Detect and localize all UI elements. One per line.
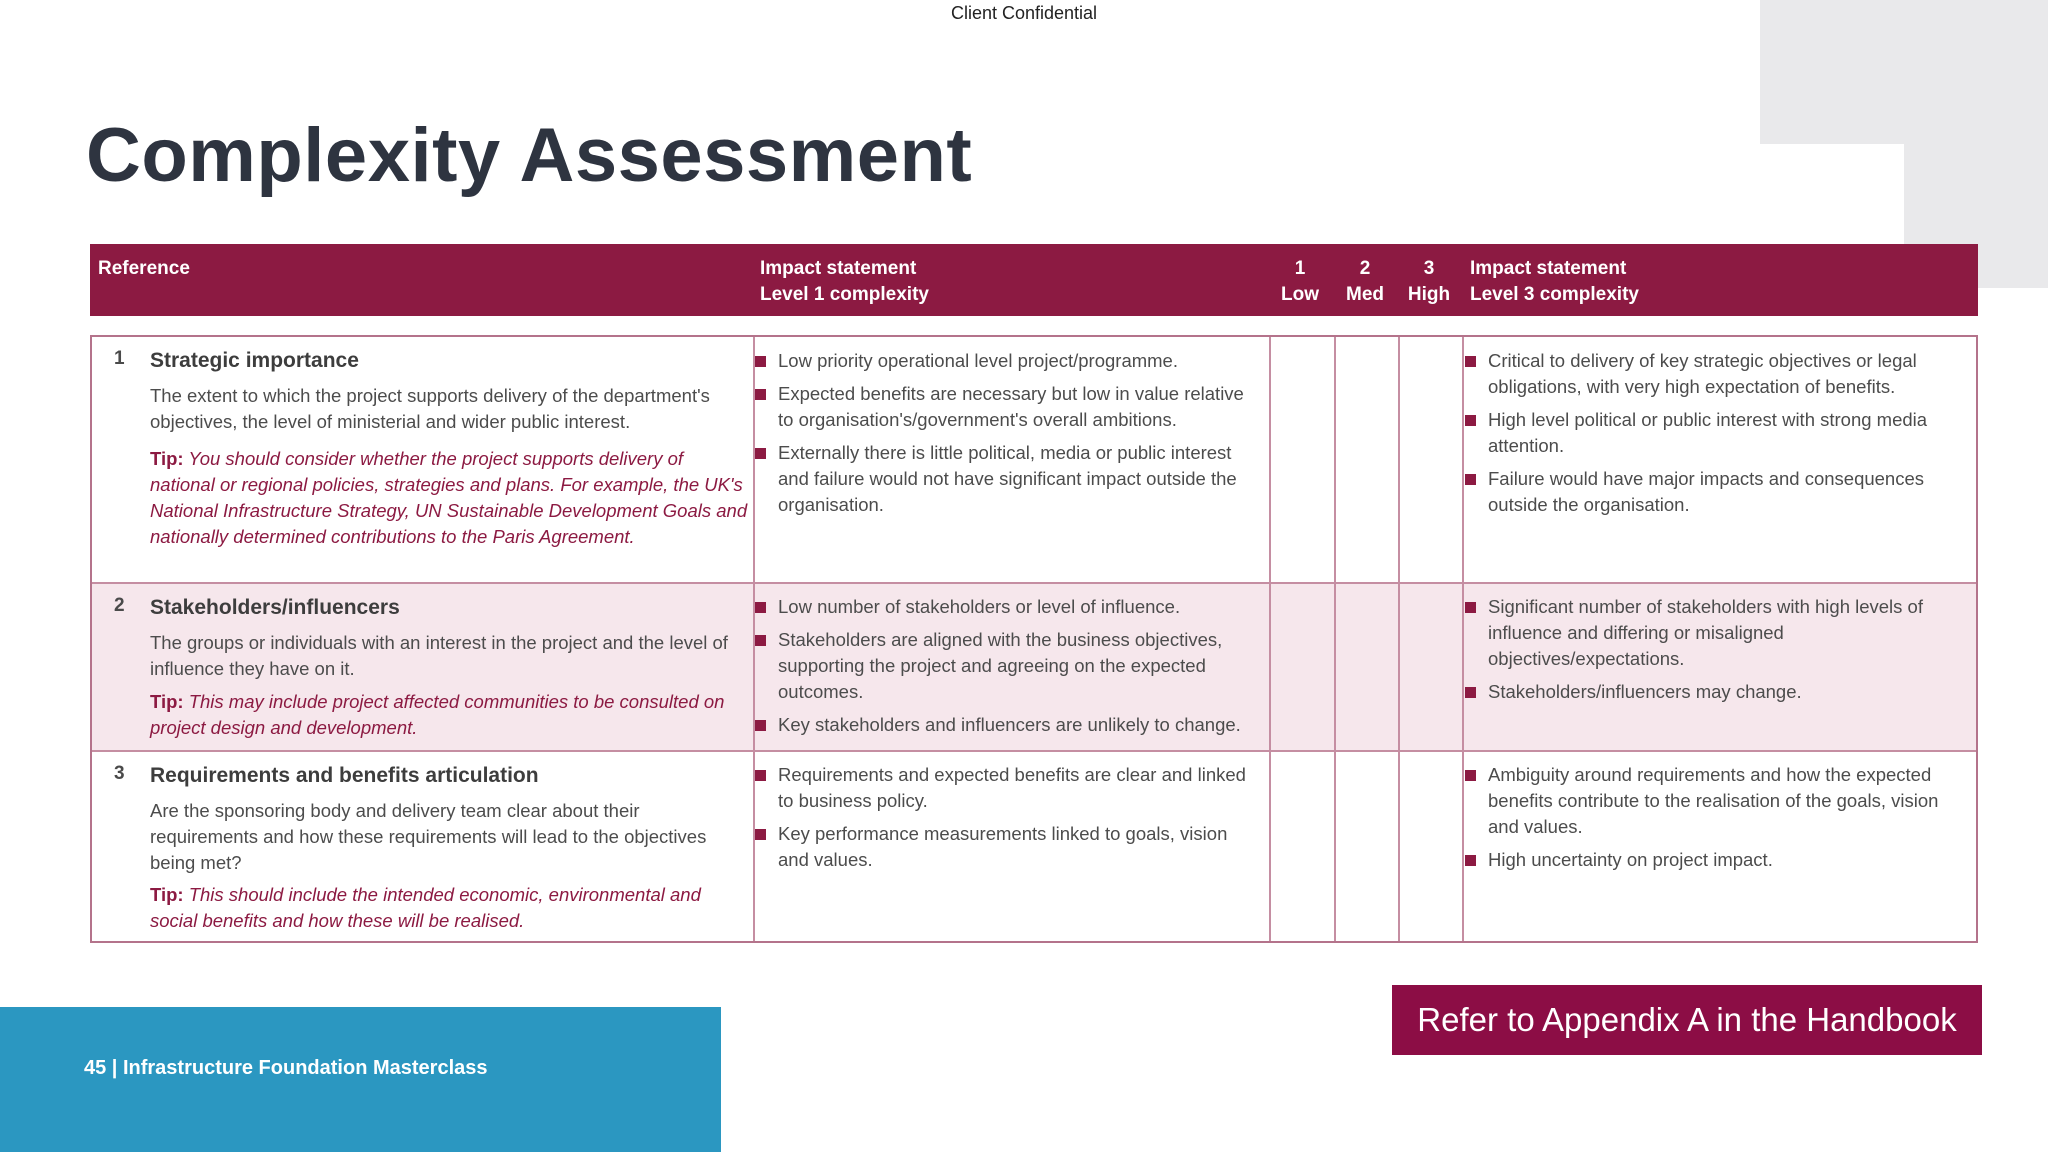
row-description: The groups or individuals with an interest in the project and the level of influence they have on it. xyxy=(150,632,728,679)
header-score-number: 1 xyxy=(1294,258,1306,279)
tip-label: Tip: xyxy=(150,884,184,905)
list-item: Key performance measurements linked to goals, vision and values. xyxy=(754,821,1254,873)
row-title: Stakeholders/influencers xyxy=(150,596,400,619)
list-item: High level political or public interest with strong media attention. xyxy=(1464,407,1964,459)
header-score-label: High xyxy=(1407,284,1451,305)
row-title: Requirements and benefits articulation xyxy=(150,764,539,787)
header-score-med xyxy=(1333,256,1397,308)
bullet-square-icon xyxy=(1465,415,1476,426)
footer-separator: | xyxy=(106,1057,123,1079)
header-impact-level1-line2: Level 1 complexity xyxy=(760,284,929,305)
header-score-label: Low xyxy=(1281,284,1319,305)
column-divider xyxy=(753,337,755,941)
list-item: Critical to delivery of key strategic objectives or legal obligations, with very high expectation of benefits. xyxy=(1464,348,1964,400)
page-number: 45 xyxy=(84,1057,107,1079)
list-item: High uncertainty on project impact. xyxy=(1464,847,1964,873)
list-item: Low number of stakeholders or level of influence. xyxy=(754,594,1254,620)
bullet-square-icon xyxy=(755,356,766,367)
footer-text xyxy=(84,1057,488,1080)
level3-list xyxy=(1464,762,1964,880)
header-score-low xyxy=(1268,256,1332,308)
header-impact-level3 xyxy=(1470,256,1639,308)
course-name: Infrastructure Foundation Masterclass xyxy=(122,1057,488,1079)
column-divider xyxy=(1334,337,1336,941)
row-number: 1 xyxy=(114,348,125,369)
level3-list xyxy=(1464,594,1964,712)
list-item: Ambiguity around requirements and how the expected benefits contribute to the realisation of the goals, vision and values. xyxy=(1464,762,1964,840)
bullet-square-icon xyxy=(755,602,766,613)
bullet-square-icon xyxy=(1465,474,1476,485)
row-description: Are the sponsoring body and delivery team clear about their requirements and how these requirements will lead to the objectives being met? xyxy=(150,800,707,873)
row-tip xyxy=(150,446,748,550)
header-impact-level1 xyxy=(760,256,929,308)
footer-bar xyxy=(0,1007,721,1152)
tip-label: Tip: xyxy=(150,691,184,712)
list-item: Significant number of stakeholders with high levels of influence and differing or misaligned objectives/expectations. xyxy=(1464,594,1964,672)
level1-list xyxy=(754,348,1254,525)
appendix-callout: Refer to Appendix A in the Handbook xyxy=(1392,985,1982,1055)
row-tip xyxy=(150,689,748,741)
bullet-square-icon xyxy=(1465,855,1476,866)
tip-text: This may include project affected communities to be consulted on project design and development. xyxy=(150,691,725,738)
header-impact-level3-line2: Level 3 complexity xyxy=(1470,284,1639,305)
row-number: 3 xyxy=(114,763,125,784)
header-reference: Reference xyxy=(98,258,190,279)
table-row xyxy=(92,337,1976,582)
column-divider xyxy=(1462,337,1464,941)
page-title: Complexity Assessment xyxy=(86,113,973,198)
table-row xyxy=(92,752,1976,941)
bullet-square-icon xyxy=(755,720,766,731)
list-item: Low priority operational level project/programme. xyxy=(754,348,1254,374)
list-item: Stakeholders/influencers may change. xyxy=(1464,679,1964,705)
list-item: Key stakeholders and influencers are unlikely to change. xyxy=(754,712,1254,738)
bullet-square-icon xyxy=(755,829,766,840)
list-item: Stakeholders are aligned with the business objectives, supporting the project and agreeing on the expected outcomes. xyxy=(754,627,1254,705)
bullet-square-icon xyxy=(1465,356,1476,367)
column-divider xyxy=(1269,337,1271,941)
level3-list xyxy=(1464,348,1964,525)
bullet-square-icon xyxy=(755,635,766,646)
level1-list xyxy=(754,762,1254,880)
table-row xyxy=(92,584,1976,750)
bullet-square-icon xyxy=(755,389,766,400)
tip-text: You should consider whether the project supports delivery of national or regional policies, strategies and plans. For example, the UK's National Infrastructure Strategy, UN Sustainable Development Goals and nationally determined contributions to the Paris Agreement. xyxy=(150,448,748,547)
tip-label: Tip: xyxy=(150,448,184,469)
bullet-square-icon xyxy=(1465,770,1476,781)
bullet-square-icon xyxy=(1465,687,1476,698)
confidential-label: Client Confidential xyxy=(950,3,1098,23)
header-impact-level3-line1: Impact statement xyxy=(1470,258,1627,279)
level1-list xyxy=(754,594,1254,745)
tip-text: This should include the intended economic, environmental and social benefits and how these will be realised. xyxy=(150,884,701,931)
list-item: Expected benefits are necessary but low in value relative to organisation's/government's overall ambitions. xyxy=(754,381,1254,433)
row-tip xyxy=(150,882,748,934)
header-score-number: 2 xyxy=(1359,258,1371,279)
table-header xyxy=(90,244,1978,316)
list-item: Requirements and expected benefits are clear and linked to business policy. xyxy=(754,762,1254,814)
column-divider xyxy=(1398,337,1400,941)
header-score-label: Med xyxy=(1346,284,1384,305)
decorative-block xyxy=(1760,0,2048,144)
bullet-square-icon xyxy=(755,770,766,781)
row-title: Strategic importance xyxy=(150,349,359,372)
bullet-square-icon xyxy=(1465,602,1476,613)
header-score-number: 3 xyxy=(1423,258,1435,279)
header-impact-level1-line1: Impact statement xyxy=(760,258,917,279)
bullet-square-icon xyxy=(755,448,766,459)
row-description: The extent to which the project supports delivery of the department's objectives, the level of ministerial and wider public interest. xyxy=(150,385,710,432)
header-score-high xyxy=(1397,256,1461,308)
list-item: Failure would have major impacts and consequences outside the organisation. xyxy=(1464,466,1964,518)
row-number: 2 xyxy=(114,595,125,616)
complexity-table xyxy=(90,335,1978,943)
list-item: Externally there is little political, media or public interest and failure would not have significant impact outside the organisation. xyxy=(754,440,1254,518)
